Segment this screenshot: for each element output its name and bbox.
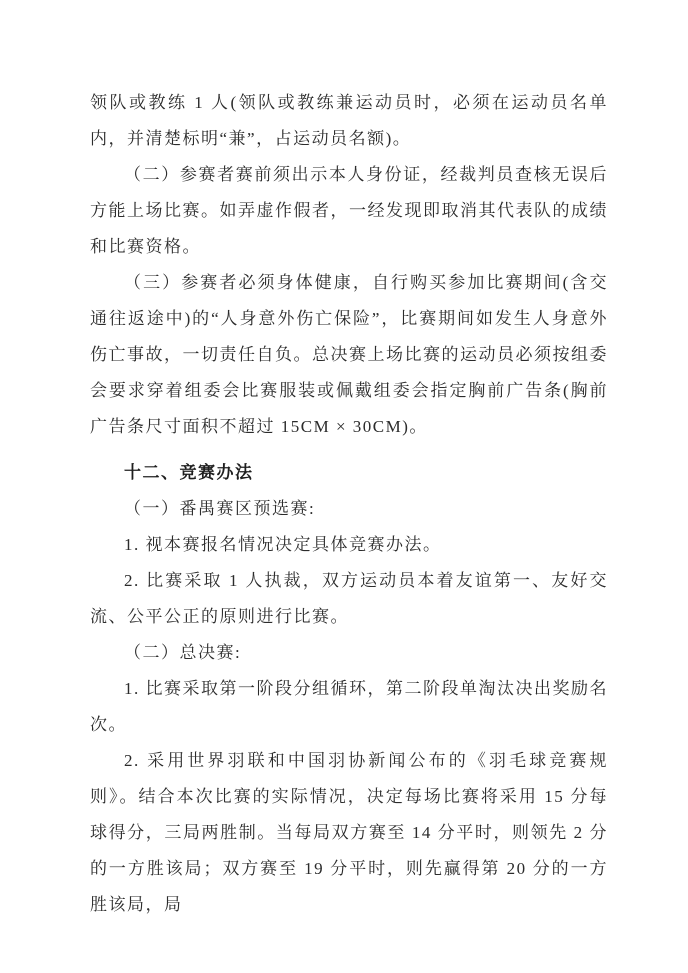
paragraph-rule-3-health-insurance: （三）参赛者必须身体健康，自行购买参加比赛期间(含交通往返途中)的“人身意外伤亡保险”，比赛期间如发生人身意外伤亡事故，一切责任自负。总决赛上场比赛的运动员必须按组委会要求穿着组委会比赛服装或佩戴组委会指定胸前广告条(胸前广告条尺寸面积不超过 15CM × 30CM)。 <box>90 273 608 436</box>
paragraph-preliminary-item-1: 1. 视本赛报名情况决定具体竞赛办法。 <box>124 535 442 554</box>
paragraph-rule-2-id-check: （二）参赛者赛前须出示本人身份证，经裁判员查核无误后方能上场比赛。如弄虚作假者，一经发现即取消其代表队的成绩和比赛资格。 <box>90 165 608 256</box>
paragraph-finals-item-2-scoring-rules: 2. 采用世界羽联和中国羽协新闻公布的《羽毛球竞赛规则》。结合本次比赛的实际情况，决定每场比赛将采用 15 分每球得分，三局两胜制。当每局双方赛至 14 分平时，则领先 2 分的一方胜该局；双方赛至 19 分平时，则先赢得第 20 分的一方胜该局，局 <box>90 751 608 914</box>
paragraph-continuation-team-leader-quota: 领队或教练 1 人(领队或教练兼运动员时，必须在运动员名单内，并清楚标明“兼”，占运动员名额)。 <box>90 93 608 148</box>
section-heading-competition-method: 十二、竞赛办法 <box>124 463 254 482</box>
paragraph-finals-item-1: 1. 比赛采取第一阶段分组循环，第二阶段单淘汰决出奖励名次。 <box>90 679 608 734</box>
paragraph-preliminary-item-2: 2. 比赛采取 1 人执裁，双方运动员本着友谊第一、友好交流、公平公正的原则进行比赛。 <box>90 571 608 626</box>
paragraph-panyu-preliminary-title: （一）番禺赛区预选赛: <box>124 499 316 518</box>
paragraph-finals-title: （二）总决赛: <box>124 643 242 662</box>
